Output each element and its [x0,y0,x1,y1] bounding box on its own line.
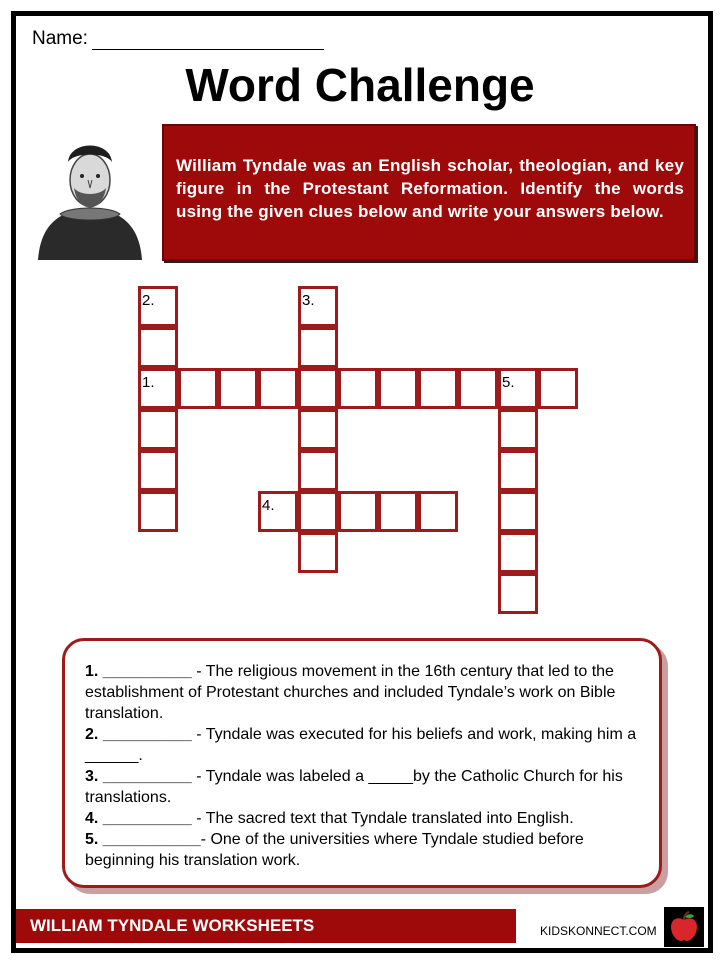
clue-blank[interactable]: 3. __________ [85,768,192,785]
name-label: Name: [32,28,88,49]
intro-box [162,124,696,261]
clue-number: 4. [262,497,275,514]
name-blank-line[interactable] [92,31,324,50]
crossword-cell[interactable] [498,573,538,614]
crossword-cell[interactable] [298,450,338,491]
crossword-cell[interactable] [138,368,178,409]
clue-number: 5. [502,374,515,391]
tyndale-portrait-icon [30,122,150,262]
clue-item [85,661,645,724]
crossword-cell[interactable] [498,409,538,450]
logo-box [664,907,704,947]
crossword-cell[interactable] [218,368,258,409]
footer-label: WILLIAM TYNDALE WORKSHEETS [16,909,516,943]
crossword-cell[interactable] [298,409,338,450]
crossword-cell[interactable] [138,409,178,450]
crossword-cell[interactable] [338,368,378,409]
crossword-cell[interactable] [178,368,218,409]
clue-item [85,829,645,871]
intro-text: William Tyndale was an English scholar, theologian, and key figure in the Protestant Reformation. Identify the words using the given clues below and write your answers below. [176,156,684,221]
clue-number: 3. [302,292,315,309]
crossword-cell[interactable] [458,368,498,409]
page-title: Word Challenge [185,59,535,111]
clue-blank[interactable]: 2. __________ [85,726,192,743]
crossword-cell[interactable] [418,491,458,532]
clue-text: - Tyndale was labeled a _____by the Catholic Church for his translations. [85,768,623,806]
clue-box [62,638,662,888]
crossword-cell[interactable] [258,491,298,532]
clue-item [85,724,645,766]
clue-number: 2. [142,292,155,309]
crossword-cell[interactable] [338,491,378,532]
crossword-cell[interactable] [538,368,578,409]
clue-number: 1. [142,374,155,391]
crossword-cell[interactable] [138,286,178,327]
crossword-cell[interactable] [138,450,178,491]
clue-blank[interactable]: 4. __________ [85,810,192,827]
clue-blank[interactable]: 5. ___________ [85,831,201,848]
crossword-cell[interactable] [418,368,458,409]
crossword-cell[interactable] [138,327,178,368]
crossword-cell[interactable] [258,368,298,409]
crossword-cell[interactable] [298,532,338,573]
clue-text: - One of the universities where Tyndale studied before beginning his translation work. [85,831,584,869]
crossword-cell[interactable] [298,491,338,532]
clue-text: - Tyndale was executed for his beliefs and work, making him a ______. [85,726,637,764]
clue-text: - The sacred text that Tyndale translated into English. [191,810,574,827]
clue-text: - The religious movement in the 16th century that led to the establishment of Protestant churches and included Tyndale’s work on Bible translation. [85,663,616,722]
crossword-cell[interactable] [298,368,338,409]
crossword-cell[interactable] [498,368,538,409]
crossword-cell[interactable] [298,286,338,327]
apple-icon [664,907,704,947]
crossword-cell[interactable] [498,450,538,491]
crossword-cell[interactable] [378,491,418,532]
crossword-cell[interactable] [138,491,178,532]
clue-blank[interactable]: 1. __________ [85,663,192,680]
footer-site: KIDSKONNECT.COM [540,924,657,938]
clue-item [85,766,645,808]
crossword-cell[interactable] [378,368,418,409]
clue-item [85,808,645,829]
crossword-cell[interactable] [498,532,538,573]
crossword-cell[interactable] [498,491,538,532]
crossword-cell[interactable] [298,327,338,368]
name-field[interactable] [32,28,324,50]
